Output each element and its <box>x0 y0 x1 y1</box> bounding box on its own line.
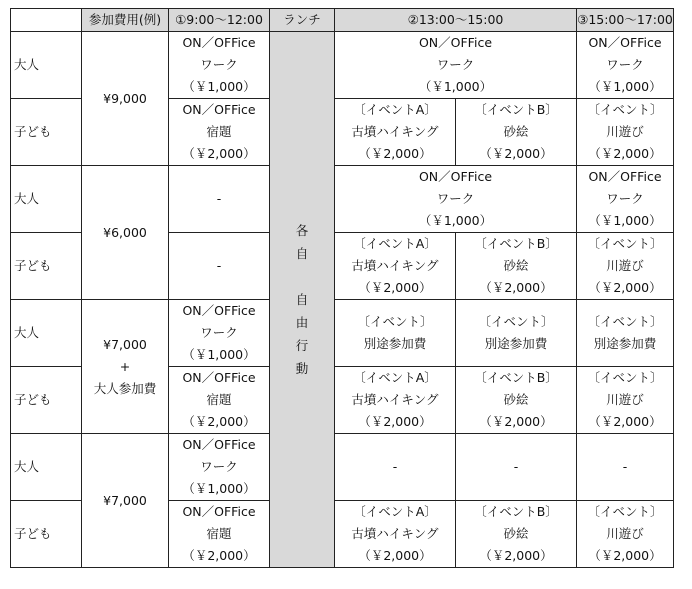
slot3-event-cell <box>577 367 674 434</box>
row-label-child: 子ども <box>11 501 82 568</box>
event-price: （￥2,000） <box>358 280 432 295</box>
slot2-event-a-cell <box>335 367 456 434</box>
work-title: ON／OFFice <box>182 35 256 50</box>
work-name: ワーク <box>606 57 644 72</box>
slot1-dash-cell: - <box>169 166 270 233</box>
work-price: （￥1,000） <box>588 213 662 228</box>
slot3-work-cell <box>577 32 674 99</box>
event-name: 砂絵 <box>503 124 529 139</box>
row-label-child: 子ども <box>11 99 82 166</box>
header-lunch: ランチ <box>270 9 335 32</box>
header-fee: 参加費用(例) <box>82 9 169 32</box>
schedule-table <box>10 8 674 568</box>
fee-amount: ¥7,000 <box>103 336 147 352</box>
slot2-dash-cell: - <box>456 434 577 501</box>
slot3-work-cell <box>577 166 674 233</box>
event-name: 砂絵 <box>503 258 529 273</box>
event-price: （￥2,000） <box>479 280 553 295</box>
lunch-cell <box>270 32 335 568</box>
work-price: （￥1,000） <box>418 213 493 228</box>
slot3-dash-cell: - <box>577 434 674 501</box>
event-price: （￥2,000） <box>588 548 662 563</box>
slot2-work-cell <box>335 166 577 233</box>
header-row <box>11 9 674 32</box>
work-title: ON／OFFice <box>418 35 493 50</box>
event-tag: 〔イベント〕 <box>587 102 663 117</box>
row-label-adult: 大人 <box>11 300 82 367</box>
event-tag: 〔イベントA〕 <box>353 504 437 519</box>
plan-c-adult-row <box>11 300 674 367</box>
lunch-char: 各 <box>295 223 309 238</box>
homework-name: 宿題 <box>206 392 232 407</box>
event-name: 砂絵 <box>503 526 529 541</box>
event-tag: 〔イベントA〕 <box>353 236 437 251</box>
slot2-event-a-cell <box>335 99 456 166</box>
fee-cell <box>82 300 169 434</box>
lunch-char: 由 <box>295 315 309 330</box>
fee-adult-extra: 大人参加費 <box>93 380 157 396</box>
slot3-event-cell <box>577 99 674 166</box>
event-price: （￥2,000） <box>479 548 553 563</box>
work-price: （￥1,000） <box>182 481 256 496</box>
event-name: 古墳ハイキング <box>351 392 439 407</box>
lunch-char: 行 <box>295 338 309 353</box>
lunch-char: 自 <box>295 292 309 307</box>
slot1-work-cell <box>169 300 270 367</box>
event-tag: 〔イベント〕 <box>587 370 663 385</box>
row-label-adult: 大人 <box>11 166 82 233</box>
slot1-dash-cell: - <box>169 233 270 300</box>
event-name: 川遊び <box>606 392 644 407</box>
slot3-event-cell <box>577 233 674 300</box>
header-blank <box>11 9 82 32</box>
work-name: ワーク <box>200 459 238 474</box>
separate-fee-text: 別途参加費 <box>363 336 427 351</box>
work-name: ワーク <box>436 191 475 206</box>
header-slot2: ②13:00～15:00 <box>335 9 577 32</box>
event-tag: 〔イベントA〕 <box>353 370 437 385</box>
slot2-dash-cell: - <box>335 434 456 501</box>
event-price: （￥2,000） <box>588 280 662 295</box>
slot1-homework-cell <box>169 367 270 434</box>
work-name: ワーク <box>606 191 644 206</box>
event-name: 川遊び <box>606 124 644 139</box>
slot2-separate-fee-cell <box>335 300 456 367</box>
event-tag: 〔イベント〕 <box>478 314 554 329</box>
homework-title: ON／OFFice <box>182 370 256 385</box>
event-tag: 〔イベントB〕 <box>474 370 558 385</box>
slot1-homework-cell <box>169 501 270 568</box>
slot2-event-a-cell <box>335 501 456 568</box>
work-title: ON／OFFice <box>182 437 256 452</box>
lunch-char: 自 <box>295 246 309 261</box>
event-tag: 〔イベントB〕 <box>474 504 558 519</box>
lunch-gap <box>296 265 309 288</box>
homework-name: 宿題 <box>206 526 232 541</box>
homework-name: 宿題 <box>206 124 232 139</box>
fee-cell: ¥9,000 <box>82 32 169 166</box>
event-tag: 〔イベント〕 <box>587 314 663 329</box>
work-price: （￥1,000） <box>182 79 256 94</box>
event-name: 川遊び <box>606 526 644 541</box>
slot2-event-b-cell <box>456 367 577 434</box>
work-price: （￥1,000） <box>418 79 493 94</box>
event-name: 古墳ハイキング <box>351 526 439 541</box>
slot3-separate-fee-cell <box>577 300 674 367</box>
event-price: （￥2,000） <box>358 548 432 563</box>
slot1-work-cell <box>169 434 270 501</box>
fee-cell: ¥7,000 <box>82 434 169 568</box>
event-name: 砂絵 <box>503 392 529 407</box>
homework-price: （￥2,000） <box>182 548 256 563</box>
work-price: （￥1,000） <box>588 79 662 94</box>
slot2-work-cell <box>335 32 577 99</box>
event-price: （￥2,000） <box>588 146 662 161</box>
header-slot3: ③15:00～17:00 <box>577 9 674 32</box>
work-title: ON／OFFice <box>182 303 256 318</box>
fee-plus: + <box>119 358 131 374</box>
event-price: （￥2,000） <box>358 146 432 161</box>
event-tag: 〔イベント〕 <box>357 314 433 329</box>
separate-fee-text: 別途参加費 <box>593 336 657 351</box>
plan-a-adult-row <box>11 32 674 99</box>
slot1-homework-cell <box>169 99 270 166</box>
homework-title: ON／OFFice <box>182 504 256 519</box>
homework-price: （￥2,000） <box>182 146 256 161</box>
row-label-adult: 大人 <box>11 32 82 99</box>
homework-price: （￥2,000） <box>182 414 256 429</box>
event-name: 古墳ハイキング <box>351 258 439 273</box>
plan-d-adult-row <box>11 434 674 501</box>
slot3-event-cell <box>577 501 674 568</box>
event-tag: 〔イベント〕 <box>587 236 663 251</box>
separate-fee-text: 別途参加費 <box>484 336 548 351</box>
event-tag: 〔イベントB〕 <box>474 102 558 117</box>
slot1-work-cell <box>169 32 270 99</box>
event-name: 古墳ハイキング <box>351 124 439 139</box>
event-tag: 〔イベントB〕 <box>474 236 558 251</box>
slot2-event-a-cell <box>335 233 456 300</box>
event-name: 川遊び <box>606 258 644 273</box>
event-price: （￥2,000） <box>588 414 662 429</box>
work-price: （￥1,000） <box>182 347 256 362</box>
slot2-event-b-cell <box>456 501 577 568</box>
work-title: ON／OFFice <box>418 169 493 184</box>
row-label-child: 子ども <box>11 367 82 434</box>
homework-title: ON／OFFice <box>182 102 256 117</box>
fee-cell: ¥6,000 <box>82 166 169 300</box>
lunch-char: 動 <box>295 361 309 376</box>
slot2-separate-fee-cell <box>456 300 577 367</box>
event-price: （￥2,000） <box>479 146 553 161</box>
plan-b-adult-row <box>11 166 674 233</box>
event-tag: 〔イベント〕 <box>587 504 663 519</box>
slot2-event-b-cell <box>456 233 577 300</box>
lunch-text <box>296 219 309 380</box>
work-title: ON／OFFice <box>588 169 662 184</box>
work-name: ワーク <box>200 57 238 72</box>
event-tag: 〔イベントA〕 <box>353 102 437 117</box>
slot2-event-b-cell <box>456 99 577 166</box>
row-label-adult: 大人 <box>11 434 82 501</box>
event-price: （￥2,000） <box>479 414 553 429</box>
header-slot1: ①9:00～12:00 <box>169 9 270 32</box>
work-name: ワーク <box>200 325 238 340</box>
work-title: ON／OFFice <box>588 35 662 50</box>
work-name: ワーク <box>436 57 475 72</box>
event-price: （￥2,000） <box>358 414 432 429</box>
row-label-child: 子ども <box>11 233 82 300</box>
